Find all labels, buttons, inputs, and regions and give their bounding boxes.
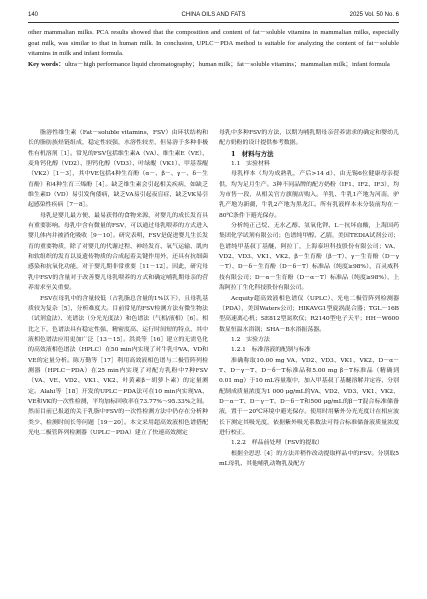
left-column bbox=[28, 128, 208, 438]
subsubsection-heading: 1.2.2 样品前处理（FSV的提取） bbox=[231, 439, 323, 447]
paragraph: 母乳样本（均为成熟乳，产后>14 d），由无锡6位健康母亲提供，均为足月生产。3种不同品牌的配方奶粉（IF1、IF2、IF3），均为市售一段，从相关官方旗舰店购入。羊乳、牛乳1产地为河南，驴乳产地为新疆，牛乳2产地为黑龙江。所有乳液样本未分装前均在－80℃条件下避光保存。 bbox=[219, 170, 399, 219]
keywords: ultra－high performance liquid chromatography；human milk；fat－soluble vitamins；mammalian milk；infant formula bbox=[64, 60, 390, 68]
paragraph: 根据全思思［4］的方法并稍作改动提取样品中的FSV。分别取5 mL母乳、其他哺乳动物乳及配方 bbox=[219, 449, 399, 467]
abstract-text: other mammalian milks. PCA results showed that the composition and content of fat－soluble vitamins in mammalian milks, especially goat milk, was similar to that in human milk. In conclusion, UPLC－PDA method is suitable for analyzing the content of fat－soluble vitamins in milk and infant formula. bbox=[28, 29, 399, 58]
paragraph: 分析纯正己烷、无水乙醇、氢氧化钾、L－抗坏血酸，上海国药集团化学试剂有限公司；色谱纯甲醇、乙腈，美国TEDIA试剂公司；色谱纯甲基叔丁基醚，阿拉丁，上海泰坦科技股份有限公司；VA、VD2、VD3、VK1、VK2、β－生育酚（β－T）、γ－生育酚（D－γ－T）、D－δ－生育酚（D－δ－T）标准品（纯度≥98%），百灵威科技有限公司；D－α－生育酚（D－α－T）标准品（纯度≥98%），上海阿拉丁生化科技股份有限公司。 bbox=[219, 222, 399, 292]
page-number: 140 bbox=[28, 12, 39, 18]
abstract bbox=[28, 28, 399, 70]
paragraph: FSV在母乳中的含量较低（占乳脂总含量的1%以下），且母乳基质较为复杂［5］，分析难度大。目前常见的FSV检测方法有微生物法（试剂盒法）、光谱法（分光光度法）和色谱法（气相/液相）［6］。相比之下，色谱法具有稳定性强、精密度高、运行时间短的特点，其中液相色谱法应用更加广泛［13－15］。洪炎等［16］建立的无需皂化的高效液相色谱法（HPLC）在50 min内实现了对牛乳中VA、VD和VE的定量分析。陈万勤等［17］利用高效液相色谱与二极管阵列检测器（HPLC－PDA）在25 min内实现了对配方乳粉中7种FSV（VA、VE、VD2、VK1、VK2、叶黄素β－胡萝卜素）的定量测定。Alahi等［18］开发的UPLC－PDA法可在10 min内实现VA、VE和VK的一次性检测，平均加标回收率在73.77%～95.33%之间。然而目前已报道的关于乳脂中FSV的一次性检测方法中仍存在分析种类少、检测时间长等问题［19－20］。本文采用超高效液相色谱搭配光电二极管阵列检测器（UPLC－PDA）建立了快速高效测定 bbox=[28, 294, 208, 436]
keywords-line bbox=[28, 60, 399, 71]
subsubsection-heading: 1.2.1 标准溶液的配制与标准 bbox=[231, 346, 311, 354]
right-column bbox=[219, 128, 399, 469]
paragraph: 母乳是婴儿最方便、最易获得的食物来源，对婴儿的成长发育具有重要影响。母乳中含有微量的FSV，可以通过母乳喂养的方式进入婴儿体内并被消化吸收［9－10］。研究表明，FSV是促进婴儿生长发育的重要物质，除了对婴儿的代谢过程、神经发育、氧气运输、肌肉和软组织的发育以及遗传物质的合成起着关键作用外，还具有抗细菌感染和抗氧化功能，对于婴儿期非常重要［11－12］。因此，研究母乳中FSV的含量对于改善婴儿母乳喂养的方式和确定哺乳期母亲的营养需求至关重要。 bbox=[28, 211, 208, 292]
paragraph: 脂溶性维生素（Fat－soluble vitamins，FSV）由环状结构和长的脂肪族烃链组成，稳定性较强，水溶性较差，但易溶于多种非极性有机溶剂［1］。常见的FSV包括维生素A（VA）、维生素E（VE）、麦角钙化醇（VD2）、胆钙化醇（VD3）、叶绿醌（VK1）、甲基萘醌（VK2）［1－3］，其中VE包括4种生育酚（α－、β－、γ－、δ－生育酚）和4种生育三烯酚［4］。缺乏维生素会引起相关疾病，如缺乏维生素D（VD）易引发佝偻病，缺乏VA易引起夜盲症，缺乏VK易引起感染性疾病［7－8］。 bbox=[28, 129, 208, 209]
section-heading: 1 材料与方法 bbox=[231, 149, 274, 158]
header-rule bbox=[28, 22, 399, 23]
issue-info: 2025 Vol. 50 No. 6 bbox=[349, 12, 399, 18]
paragraph: 母乳中多种FSV的方法，以期为哺乳期母亲营养需求的确定和婴幼儿配方奶粉的设计提供参考数据。 bbox=[219, 129, 399, 147]
journal-name: CHINA OILS AND FATS bbox=[181, 12, 246, 18]
running-header bbox=[28, 12, 399, 22]
keywords-label: Key words： bbox=[28, 60, 65, 68]
subsection-heading: 1.2 实验方法 bbox=[231, 335, 270, 343]
paragraph: Acquity超高效液相色谱仪（UPLC）、光电二极管阵列检测器（PDA），美国Waters公司；HIKAVG1型旋涡混合器；TGL－16B型高速离心机；SE812型氮吹仪；R2140型电子天平；HH－W600数显恒温水浴锅；SHA－B水浴振荡器。 bbox=[219, 294, 399, 333]
paragraph: 准确称取10.00 mg VA、VD2、VD3、VK1、VK2、D－α－T、D－γ－T、D－δ－T标准品和5.00 mg β－T标准品（精确到0.01 mg）于10 mL容量瓶中，加入甲基叔丁基醚溶解并定容，分别配制成质量浓度为1 000 μg/mL的VA、VD2、VD3、VK1、VK2、D－α－T、D－γ－T、D－δ－T和500 μg/mL的β－T混合标准储备液，置于－20℃环境中避光保存。使用时用紫外分光光度计在相应波长下测定其吸光度，依据紫外吸光系数法可得合标准储备液质量浓度进行校正。 bbox=[219, 356, 399, 436]
subsection-heading: 1.1 实验材料 bbox=[231, 160, 270, 168]
